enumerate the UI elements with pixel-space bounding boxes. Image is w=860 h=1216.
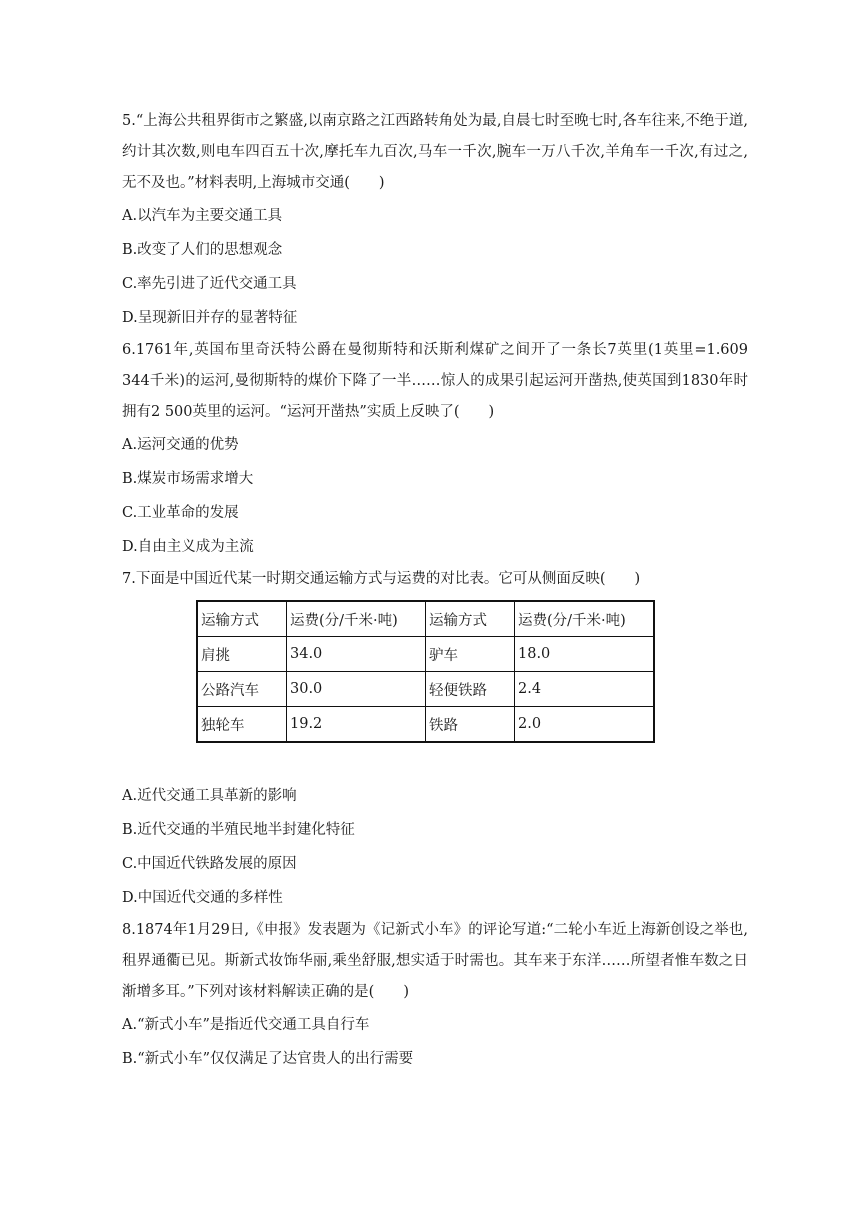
table-cell: 铁路 <box>426 707 515 743</box>
question-8-option-b: B.“新式小车”仅仅满足了达官贵人的出行需要 <box>122 1051 414 1067</box>
table-cell: 驴车 <box>426 637 515 672</box>
question-5-option-c: C.率先引进了近代交通工具 <box>122 276 297 292</box>
question-5-option-b: B.改变了人们的思想观念 <box>122 242 283 258</box>
question-7 <box>122 564 748 915</box>
question-7-option-c: C.中国近代铁路发展的原因 <box>122 856 297 872</box>
question-6-stem: 6.1761年,英国布里奇沃特公爵在曼彻斯特和沃斯利煤矿之间开了一条长7英里(1英里=1.609 344千米)的运河,曼彻斯特的煤价下降了一半……惊人的成果引起运河开凿热,使英国到1830年时拥有2 500英里的运河。“运河开凿热”实质上反映了( ) <box>122 342 748 420</box>
table-row <box>197 707 654 743</box>
question-6-option-c: C.工业革命的发展 <box>122 505 239 521</box>
question-7-stem: 7.下面是中国近代某一时期交通运输方式与运费的对比表。它可从侧面反映( ) <box>122 571 641 587</box>
question-7-option-d: D.中国近代交通的多样性 <box>122 890 283 906</box>
question-6 <box>122 335 748 564</box>
table-cell: 19.2 <box>287 707 426 743</box>
table-header-cell: 运费(分/千米·吨) <box>287 601 426 637</box>
question-7-option-a: A.近代交通工具革新的影响 <box>122 788 297 804</box>
question-5 <box>122 106 748 335</box>
table-cell: 公路汽车 <box>197 672 287 707</box>
question-6-option-a: A.运河交通的优势 <box>122 437 239 453</box>
table-cell: 30.0 <box>287 672 426 707</box>
table-cell: 18.0 <box>515 637 655 672</box>
question-5-stem: 5.“上海公共租界街市之繁盛,以南京路之江西路转角处为最,自晨七时至晚七时,各车往来,不绝于道,约计其次数,则电车四百五十次,摩托车九百次,马车一千次,腕车一万八千次,羊角车一千次,有过之,无不及也。”材料表明,上海城市交通( ) <box>122 113 748 191</box>
table-cell: 2.0 <box>515 707 655 743</box>
question-5-option-a: A.以汽车为主要交通工具 <box>122 208 283 224</box>
table-header-cell: 运输方式 <box>426 601 515 637</box>
question-8 <box>122 915 748 1076</box>
question-5-option-d: D.呈现新旧并存的显著特征 <box>122 310 298 326</box>
table-cell: 独轮车 <box>197 707 287 743</box>
table-spacer <box>122 743 748 779</box>
table-row <box>197 672 654 707</box>
question-7-option-b: B.近代交通的半殖民地半封建化特征 <box>122 822 355 838</box>
transport-fare-table <box>196 600 655 743</box>
table-row <box>197 637 654 672</box>
table-header-row <box>197 601 654 637</box>
question-8-stem: 8.1874年1月29日,《申报》发表题为《记新式小车》的评论写道:“二轮小车近上海新创设之举也,租界通衢已见。斯新式妆饰华丽,乘坐舒服,想实适于时需也。其车来于东洋……所望者惟车数之日渐增多耳。”下列对该材料解读正确的是( ) <box>122 922 748 1000</box>
table-cell: 34.0 <box>287 637 426 672</box>
question-6-option-b: B.煤炭市场需求增大 <box>122 471 254 487</box>
question-8-option-a: A.“新式小车”是指近代交通工具自行车 <box>122 1017 370 1033</box>
table-cell: 轻便铁路 <box>426 672 515 707</box>
table-header-cell: 运输方式 <box>197 601 287 637</box>
table-cell: 肩挑 <box>197 637 287 672</box>
exam-page <box>122 106 748 1076</box>
table-cell: 2.4 <box>515 672 655 707</box>
table-header-cell: 运费(分/千米·吨) <box>515 601 655 637</box>
question-6-option-d: D.自由主义成为主流 <box>122 539 254 555</box>
